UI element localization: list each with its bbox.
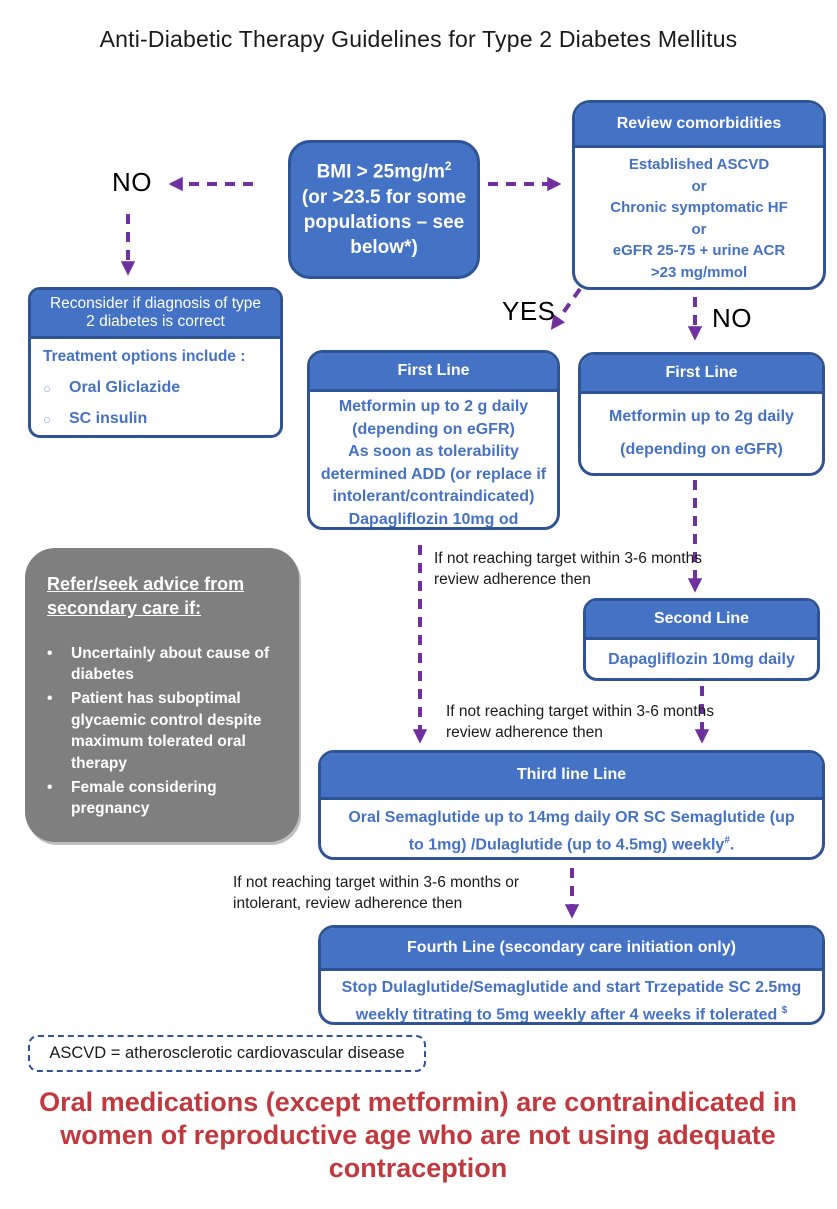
arrow-review-yes-diagonal — [553, 289, 580, 327]
bmi-decision-box — [288, 140, 480, 279]
list-item: • Uncertainly about cause of diabetes — [47, 643, 279, 686]
list-item: ○ SC insulin — [43, 410, 148, 427]
list-item: • Female considering pregnancy — [47, 777, 279, 820]
refer-advice-box — [25, 548, 299, 842]
bmi-rest: (or >23.5 for some populations – see below*) — [301, 186, 467, 258]
dot-bullet-icon: • — [47, 689, 53, 707]
fourth-line-body: Stop Dulaglutide/Semaglutide and start Trzepatide SC 2.5mg weekly titrating to 5mg weekly after 4 weeks if tolerated $ — [341, 979, 802, 1024]
circle-bullet-icon: ○ — [43, 411, 51, 427]
fourth-line-box — [318, 925, 825, 1025]
refer-advice-title: Refer/seek advice from secondary care if: — [47, 574, 245, 619]
third-line-box — [318, 750, 825, 860]
first-line-left-body: Metformin up to 2 g daily (depending on eGFR) As soon as tolerability determined ADD (or replace if intolerant/contraindicated) Dapagliflozin 10mg od — [320, 398, 547, 528]
second-line-box — [583, 598, 820, 681]
list-item: ○ Oral Gliclazide — [43, 379, 181, 396]
treatment-options-intro: Treatment options include : — [43, 348, 246, 365]
bmi-line1: BMI > $25mg/m^2$ — [316, 160, 452, 183]
yes-label: YES — [502, 296, 556, 326]
note-review-adherence-3: If not reaching target within 3-6 months or intolerant, review adherence then — [233, 874, 520, 913]
circle-bullet-icon: ○ — [43, 380, 51, 396]
dot-bullet-icon: • — [47, 778, 53, 796]
first-line-left-header: First Line — [310, 353, 557, 392]
fourth-line-header: Fourth Line (secondary care initiation only) — [321, 928, 822, 971]
second-line-body: Dapagliflozin 10mg daily — [608, 651, 795, 668]
third-line-body: Oral Semaglutide up to 14mg daily OR SC Semaglutide (up to 1mg) /Dulaglutide (up to 4.5mg) weekly#. — [348, 809, 795, 854]
no-label-right: NO — [712, 303, 752, 333]
review-comorbidities-header: Review comorbidities — [575, 103, 823, 148]
review-comorbidities-box — [572, 100, 826, 290]
review-comorbidities-body: Established ASCVD or Chronic symptomatic HF or eGFR 25-75 + urine ACR >23 mg/mmol — [610, 156, 788, 281]
note-review-adherence-2: If not reaching target within 3-6 months review adherence then — [446, 703, 714, 742]
no-label-top: NO — [112, 167, 152, 197]
third-line-header: Third line Line — [321, 753, 822, 800]
ascvd-definition-note: ASCVD = atherosclerotic cardiovascular disease — [28, 1035, 426, 1072]
reconsider-diagnosis-box — [28, 287, 283, 438]
first-line-left-box — [307, 350, 560, 530]
dot-bullet-icon: • — [47, 644, 53, 662]
first-line-right-box — [578, 352, 825, 476]
reconsider-diagnosis-body — [31, 339, 280, 428]
reconsider-diagnosis-header: Reconsider if diagnosis of type 2 diabetes is correct — [31, 290, 280, 339]
page-title: Anti-Diabetic Therapy Guidelines for Type 2 Diabetes Mellitus — [99, 26, 738, 52]
second-line-header: Second Line — [586, 601, 817, 640]
first-line-right-body: Metformin up to 2g daily (depending on eGFR) — [609, 408, 794, 458]
contraindication-warning: Oral medications (except metformin) are contraindicated in women of reproductive age who are not using adequate contraception — [39, 1087, 797, 1183]
note-review-adherence-1: If not reaching target within 3-6 months review adherence then — [434, 550, 702, 589]
first-line-right-header: First Line — [581, 355, 822, 394]
list-item: • Patient has suboptimal glycaemic control despite maximum tolerated oral therapy — [47, 688, 279, 775]
